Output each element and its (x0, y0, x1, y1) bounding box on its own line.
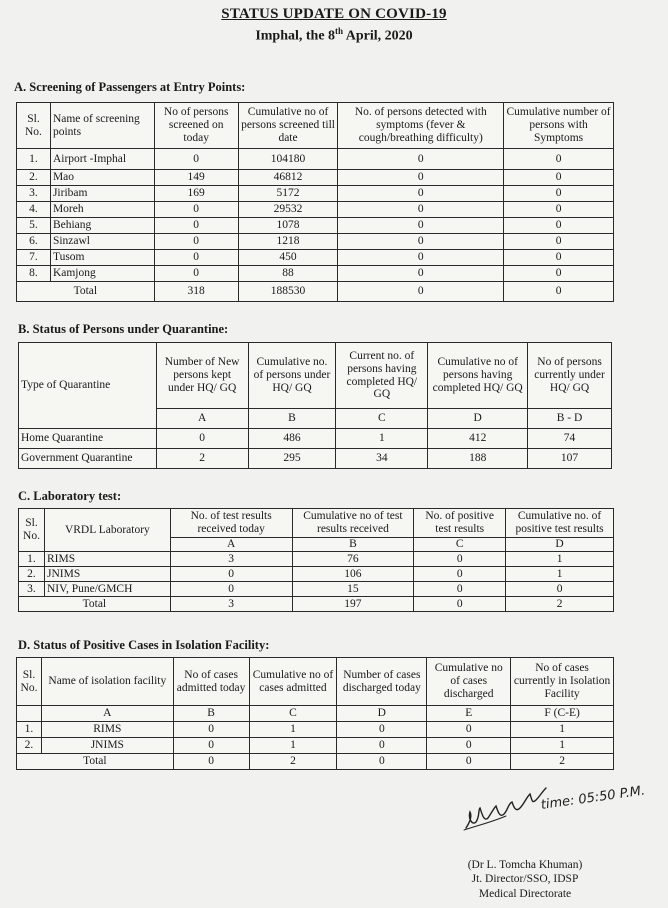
table-cell: Kamjong (50, 266, 154, 282)
column-header: Sl. No. (17, 658, 42, 706)
table-row (17, 250, 614, 266)
table-cell: 0 (414, 582, 506, 597)
section-d-heading: D. Status of Positive Cases in Isolation Facility: (18, 638, 270, 652)
column-header: Current no. of persons having completed HQ/ GQ (336, 343, 428, 409)
table-header-row (19, 509, 614, 538)
table-row (17, 266, 614, 282)
table-cell: 486 (248, 429, 336, 449)
table-cell: 0 (504, 234, 614, 250)
isolation-table (16, 657, 614, 770)
signatory-designation: Jt. Director/SSO, IDSP (471, 873, 579, 886)
table-cell: RIMS (44, 552, 170, 567)
table-cell: Mao (50, 170, 154, 186)
table-cell: 0 (154, 149, 238, 170)
column-header: Number of cases discharged today (337, 658, 427, 706)
table-cell: 29532 (238, 202, 338, 218)
table-cell: 0 (504, 250, 614, 266)
column-header: No of cases admitted today (173, 658, 249, 706)
table-cell: 0 (504, 186, 614, 202)
column-header: Number of New persons kept under HQ/ GQ (156, 343, 248, 409)
column-header: Cumulative no of cases discharged (427, 658, 511, 706)
column-letter: C (336, 409, 428, 429)
table-cell: 34 (336, 449, 428, 469)
table-cell: 1218 (238, 234, 338, 250)
total-label: Total (19, 597, 171, 612)
table-cell: 15 (292, 582, 414, 597)
table-cell: 412 (428, 429, 528, 449)
table-cell: 0 (337, 738, 427, 754)
table-cell: 0 (427, 754, 511, 770)
table-row (17, 738, 614, 754)
signatory-block (420, 858, 630, 901)
table-cell: Moreh (50, 202, 154, 218)
table-row (19, 567, 614, 582)
table-cell: 169 (154, 186, 238, 202)
table-cell: 188530 (238, 282, 338, 302)
column-letter: A (41, 706, 173, 722)
column-header: No of persons currently under HQ/ GQ (528, 343, 612, 409)
table-cell: 76 (292, 552, 414, 567)
table-cell: 0 (154, 234, 238, 250)
table-cell: 106 (292, 567, 414, 582)
table-cell: 8. (17, 266, 51, 282)
table-cell: 0 (504, 282, 614, 302)
column-letter: A (170, 538, 292, 552)
table-cell: 0 (338, 282, 504, 302)
table-cell: JNIMS (44, 567, 170, 582)
table-cell: Home Quarantine (19, 429, 157, 449)
table-cell: 1. (17, 722, 42, 738)
table-cell: 2 (156, 449, 248, 469)
column-letter: D (506, 538, 614, 552)
table-row (19, 429, 612, 449)
table-cell: 0 (338, 202, 504, 218)
table-row (17, 170, 614, 186)
table-cell: 3 (170, 552, 292, 567)
column-header: Cumulative no of persons screened till date (238, 103, 338, 149)
column-header: Cumulative no of persons having completed HQ/ GQ (428, 343, 528, 409)
column-header: VRDL Laboratory (44, 509, 170, 552)
column-letter: B (292, 538, 414, 552)
table-cell: 4. (17, 202, 51, 218)
table-cell: 74 (528, 429, 612, 449)
table-cell: 0 (338, 218, 504, 234)
total-label: Total (17, 754, 174, 770)
table-cell: 0 (504, 170, 614, 186)
screening-table (16, 102, 614, 302)
table-cell: 318 (154, 282, 238, 302)
table-cell: 0 (154, 266, 238, 282)
table-cell: 0 (338, 186, 504, 202)
table-cell: 0 (173, 722, 249, 738)
table-cell: 46812 (238, 170, 338, 186)
column-letter-row (17, 706, 614, 722)
table-cell: 2. (17, 170, 51, 186)
table-cell: 188 (428, 449, 528, 469)
table-row (17, 218, 614, 234)
table-cell: 0 (154, 202, 238, 218)
table-cell: Behiang (50, 218, 154, 234)
table-cell: Airport -Imphal (50, 149, 154, 170)
table-cell: 0 (504, 202, 614, 218)
table-row (17, 202, 614, 218)
column-header: No of cases currently in Isolation Facility (511, 658, 614, 706)
table-row (19, 552, 614, 567)
section-a-heading: A. Screening of Passengers at Entry Points: (14, 80, 246, 94)
section-b-heading: B. Status of Persons under Quarantine: (18, 322, 229, 336)
table-cell: 0 (338, 149, 504, 170)
table-cell: 0 (504, 266, 614, 282)
table-cell: 0 (337, 754, 427, 770)
table-cell: 450 (238, 250, 338, 266)
column-header: No of persons screened on today (154, 103, 238, 149)
signature (462, 782, 552, 834)
table-row (17, 722, 614, 738)
table-cell: 0 (154, 250, 238, 266)
table-cell: 0 (173, 754, 249, 770)
table-cell: 0 (173, 738, 249, 754)
table-cell: 1 (336, 429, 428, 449)
table-cell: 0 (338, 266, 504, 282)
table-cell: 0 (504, 218, 614, 234)
table-cell: RIMS (41, 722, 173, 738)
column-header: Name of isolation facility (41, 658, 173, 706)
table-cell: 1. (19, 552, 45, 567)
table-cell: 0 (338, 234, 504, 250)
table-cell: 0 (337, 722, 427, 738)
column-header: Cumulative no. of persons under HQ/ GQ (248, 343, 336, 409)
table-row (19, 449, 612, 469)
table-cell (17, 706, 42, 722)
column-header: Sl. No. (19, 509, 45, 552)
table-cell: 0 (504, 149, 614, 170)
table-header-row (17, 103, 614, 149)
table-cell: 3 (170, 597, 292, 612)
table-row (17, 186, 614, 202)
table-cell: Jiribam (50, 186, 154, 202)
table-cell: 1 (511, 738, 614, 754)
column-header: Name of screening points (50, 103, 154, 149)
table-cell: 0 (414, 597, 506, 612)
table-cell: Tusom (50, 250, 154, 266)
column-letter: A (156, 409, 248, 429)
document-title: STATUS UPDATE ON COVID-19 (221, 6, 447, 22)
table-cell: NIV, Pune/GMCH (44, 582, 170, 597)
laboratory-table (18, 508, 614, 612)
table-cell: 1078 (238, 218, 338, 234)
table-cell: 0 (427, 738, 511, 754)
table-cell: 2. (19, 567, 45, 582)
table-cell: Sinzawl (50, 234, 154, 250)
table-cell: 0 (506, 582, 614, 597)
table-cell: 0 (154, 218, 238, 234)
column-header: Cumulative no of cases admitted (249, 658, 337, 706)
column-letter: B - D (528, 409, 612, 429)
table-header-row (17, 658, 614, 706)
table-cell: 3. (19, 582, 45, 597)
column-header: No. of persons detected with symptoms (fever & cough/breathing difficulty) (338, 103, 504, 149)
column-letter: B (248, 409, 336, 429)
table-cell: 7. (17, 250, 51, 266)
column-header: Cumulative number of persons with Symptoms (504, 103, 614, 149)
signatory-office: Medical Directorate (478, 887, 572, 900)
column-letter: C (249, 706, 337, 722)
table-total-row (19, 597, 614, 612)
table-total-row (17, 282, 614, 302)
table-cell: 1. (17, 149, 51, 170)
column-letter: D (337, 706, 427, 722)
table-cell: 1 (249, 722, 337, 738)
table-cell: 2 (506, 597, 614, 612)
table-cell: 0 (338, 250, 504, 266)
table-cell: 1 (506, 552, 614, 567)
table-cell: 0 (156, 429, 248, 449)
table-cell: 5172 (238, 186, 338, 202)
table-row (17, 149, 614, 170)
handwritten-time: time: 05:50 P.M. (539, 783, 647, 813)
column-letter: C (414, 538, 506, 552)
table-cell: 197 (292, 597, 414, 612)
table-cell: 2 (249, 754, 337, 770)
table-row (17, 234, 614, 250)
table-cell: 0 (170, 582, 292, 597)
column-header: Cumulative no of test results received (292, 509, 414, 538)
document-date: Imphal, the 8th April, 2020 (255, 26, 413, 44)
column-letter: F (C-E) (511, 706, 614, 722)
signatory-name: (Dr L. Tomcha Khuman) (467, 859, 583, 871)
table-cell: Government Quarantine (19, 449, 157, 469)
table-cell: 6. (17, 234, 51, 250)
section-c-heading: C. Laboratory test: (18, 489, 122, 503)
table-cell: 5. (17, 218, 51, 234)
table-cell: 0 (338, 170, 504, 186)
table-cell: 1 (511, 722, 614, 738)
column-header: Cumulative no. of positive test results (506, 509, 614, 538)
table-total-row (17, 754, 614, 770)
table-cell: 104180 (238, 149, 338, 170)
table-cell: JNIMS (41, 738, 173, 754)
quarantine-table (18, 342, 612, 469)
table-cell: 88 (238, 266, 338, 282)
column-letter: B (173, 706, 249, 722)
table-cell: 2 (511, 754, 614, 770)
total-label: Total (17, 282, 155, 302)
table-cell: 3. (17, 186, 51, 202)
column-header: Type of Quarantine (19, 343, 157, 429)
column-letter: E (427, 706, 511, 722)
column-header: No. of test results received today (170, 509, 292, 538)
table-cell: 295 (248, 449, 336, 469)
table-cell: 149 (154, 170, 238, 186)
table-cell: 0 (427, 722, 511, 738)
table-cell: 1 (249, 738, 337, 754)
table-cell: 0 (414, 552, 506, 567)
table-cell: 107 (528, 449, 612, 469)
column-header: No. of positive test results (414, 509, 506, 538)
table-cell: 0 (414, 567, 506, 582)
table-header-row (19, 343, 612, 409)
table-row (19, 582, 614, 597)
table-cell: 0 (170, 567, 292, 582)
table-cell: 1 (506, 567, 614, 582)
column-letter: D (428, 409, 528, 429)
column-header: Sl. No. (17, 103, 51, 149)
table-cell: 2. (17, 738, 42, 754)
